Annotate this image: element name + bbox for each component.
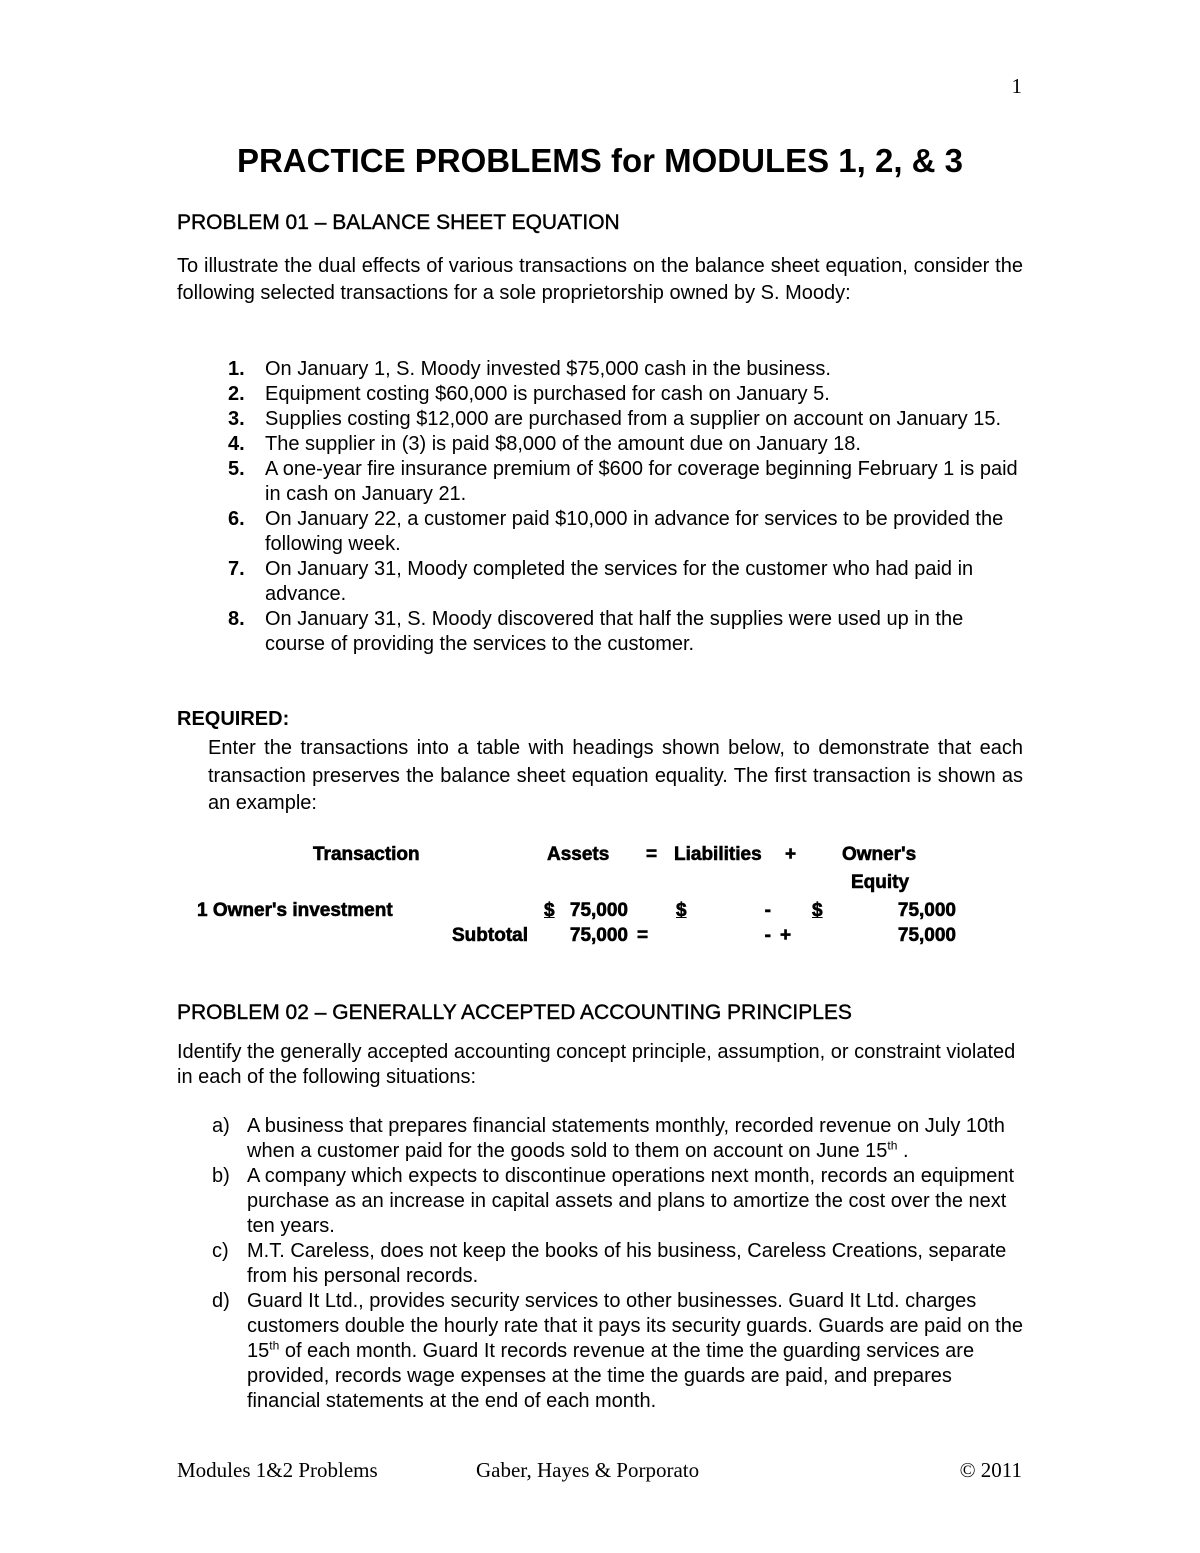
item-text: Guard It Ltd., provides security services to other businesses. Guard It Ltd. charges customers double the hourly rate that it pays its security guards. Guards are paid on the 15 — [247, 1290, 1023, 1362]
item-number: 2. — [228, 383, 245, 405]
superscript: th — [269, 1338, 280, 1353]
list-item — [177, 1239, 1027, 1289]
item-text-after: . — [897, 1140, 909, 1162]
problem-01-intro: To illustrate the dual effects of various transactions on the balance sheet equation, consider the following selected transactions for a sole proprietorship owned by S. Moody: — [177, 255, 1023, 304]
subtotal-plus: + — [780, 925, 792, 946]
transactions-list — [177, 357, 1027, 657]
subtotal-label: Subtotal — [452, 925, 528, 946]
item-label: a) — [212, 1115, 230, 1137]
superscript: th — [887, 1138, 898, 1153]
item-text: A one-year fire insurance premium of $600 for coverage beginning February 1 is paid in cash on January 21. — [265, 458, 1018, 505]
header-plus: + — [785, 844, 797, 865]
header-equals: = — [646, 844, 658, 865]
item-number: 6. — [228, 508, 245, 530]
item-text: A business that prepares financial statements monthly, recorded revenue on July 10th when a customer paid for the goods sold to them on account on June 15 — [247, 1115, 1005, 1162]
item-text: A company which expects to discontinue operations next month, records an equipment purchase as an increase in capital assets and plans to amortize the cost over the next ten years. — [247, 1165, 1015, 1237]
subtotal-equals: = — [637, 925, 649, 946]
row-label: 1 Owner's investment — [197, 900, 393, 921]
item-label: b) — [212, 1165, 230, 1187]
item-text: M.T. Careless, does not keep the books of his business, Careless Creations, separate from his personal records. — [247, 1240, 1007, 1287]
assets-cell — [544, 900, 628, 922]
list-item — [177, 1289, 1027, 1414]
header-liabilities: Liabilities — [674, 844, 762, 865]
item-number: 1. — [228, 358, 245, 380]
footer-center: Gaber, Hayes & Porporato — [476, 1458, 700, 1482]
list-item — [177, 357, 1027, 382]
header-equity-line1: Owner's — [842, 844, 917, 865]
item-number: 5. — [228, 458, 245, 480]
item-text: On January 31, Moody completed the services for the customer who had paid in advance. — [265, 558, 974, 605]
subtotal-equity: 75,000 — [897, 925, 956, 946]
list-item — [177, 1114, 1027, 1164]
header-transaction: Transaction — [313, 844, 420, 865]
problem-01-heading: PROBLEM 01 – BALANCE SHEET EQUATION — [177, 211, 620, 234]
liabilities-cell — [676, 900, 771, 922]
list-item — [177, 1164, 1027, 1239]
footer-right: © 2011 — [959, 1458, 1022, 1482]
equity-value: 75,000 — [897, 900, 956, 921]
header-equity-line2: Equity — [851, 872, 910, 893]
list-item — [177, 557, 1027, 607]
item-text: On January 1, S. Moody invested $75,000 cash in the business. — [265, 358, 831, 380]
currency-symbol: $ — [544, 900, 555, 921]
list-item — [177, 432, 1027, 457]
item-text: Equipment costing $60,000 is purchased for cash on January 5. — [265, 383, 830, 405]
document-title: PRACTICE PROBLEMS for MODULES 1, 2, & 3 — [236, 142, 964, 179]
list-item — [177, 607, 1027, 657]
situations-list — [177, 1114, 1027, 1414]
problem-02-heading: PROBLEM 02 – GENERALLY ACCEPTED ACCOUNTING PRINCIPLES — [177, 1001, 852, 1024]
footer-left: Modules 1&2 Problems — [177, 1458, 378, 1482]
page-number: 1 — [1011, 74, 1022, 98]
liabilities-value: - — [764, 900, 771, 921]
item-number: 8. — [228, 608, 245, 630]
assets-value: 75,000 — [569, 900, 628, 921]
required-text: Enter the transactions into a table with headings shown below, to demonstrate that each transaction preserves the balance sheet equation equality. The first transaction is shown as an example: — [208, 737, 1023, 814]
list-item — [177, 457, 1027, 507]
item-number: 3. — [228, 408, 245, 430]
item-text: On January 31, S. Moody discovered that half the supplies were used up in the course of providing the services to the customer. — [265, 608, 964, 655]
required-label: REQUIRED: — [177, 708, 290, 730]
item-text: The supplier in (3) is paid $8,000 of the amount due on January 18. — [265, 433, 861, 455]
equity-cell — [812, 900, 956, 922]
currency-symbol: $ — [812, 900, 823, 921]
subtotal-assets: 75,000 — [569, 925, 628, 946]
subtotal-liabilities: - — [764, 925, 771, 946]
item-text: Supplies costing $12,000 are purchased from a supplier on account on January 15. — [265, 408, 1002, 430]
item-number: 4. — [228, 433, 245, 455]
currency-symbol: $ — [676, 900, 687, 921]
header-assets: Assets — [547, 844, 610, 865]
item-number: 7. — [228, 558, 245, 580]
item-text-after: of each month. Guard It records revenue at the time the guarding services are provided, records wage expenses at the time the guards are paid, and prepares financial statements at the end of each month. — [247, 1340, 975, 1412]
item-text: On January 22, a customer paid $10,000 in advance for services to be provided the following week. — [265, 508, 1004, 555]
list-item — [177, 507, 1027, 557]
problem-02-intro: Identify the generally accepted accounting concept principle, assumption, or constraint violated in each of the following situations: — [177, 1041, 1016, 1088]
list-item — [177, 382, 1027, 407]
list-item — [177, 407, 1027, 432]
item-label: c) — [212, 1240, 229, 1262]
item-label: d) — [212, 1290, 230, 1312]
